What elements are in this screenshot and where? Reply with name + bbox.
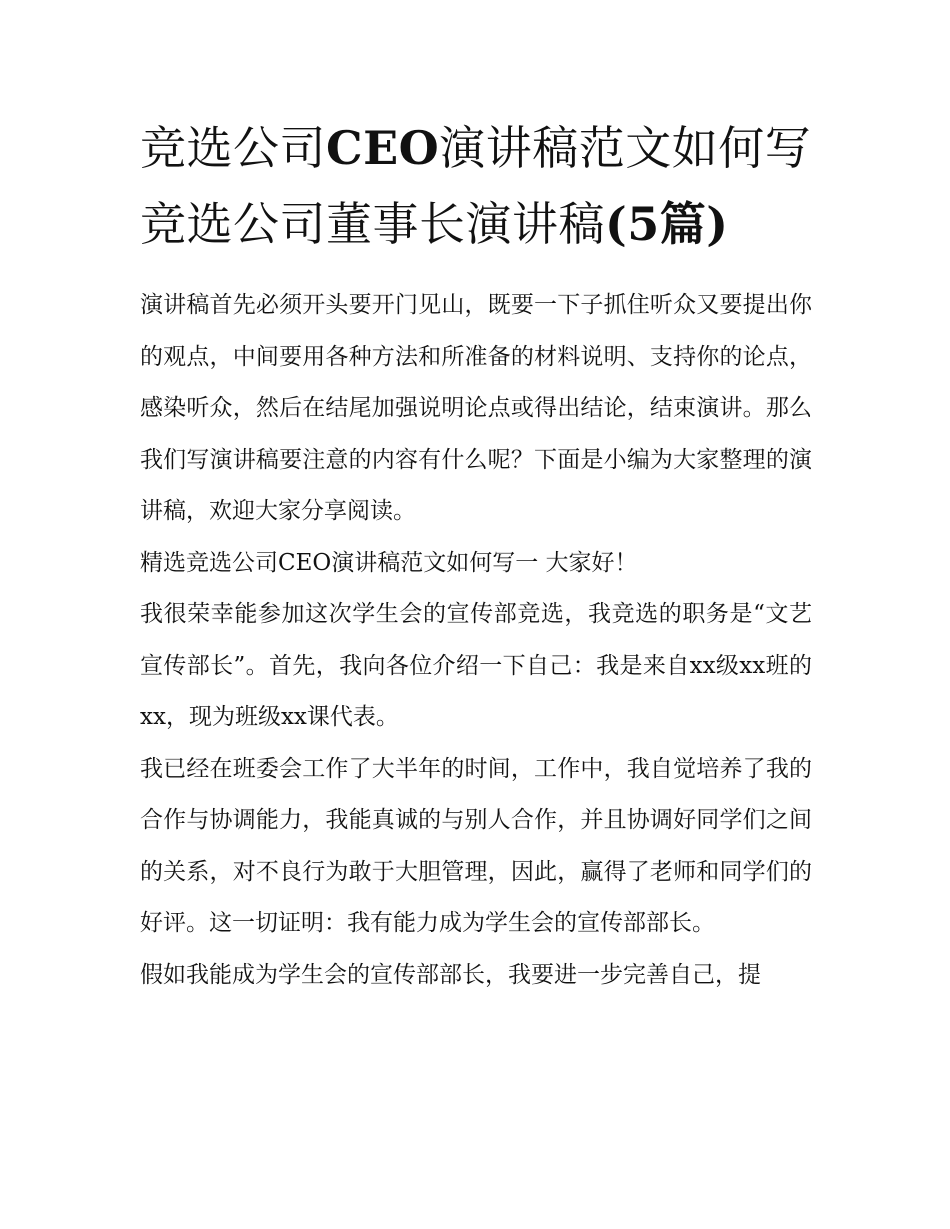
document-title [140,110,812,262]
title-part-2: 演讲稿范文如何写 竞选公司董事长演讲稿 [140,121,812,251]
paragraph-experience: 我已经在班委会工作了大半年的时间，工作中，我自觉培养了我的合作与协调能力，我能真诚的与别人合作，并且协调好同学们之间的关系，对不良行为敢于大胆管理，因此，赢得了老师和同学们的好评。这一切证明：我有能力成为学生会的宣传部部长。 [140,755,812,936]
document-body [140,280,812,1001]
paragraph-heading-1: 精选竞选公司CEO演讲稿范文如何写一 大家好！ [140,549,638,576]
title-part-3: (5篇) [605,197,729,251]
title-bold-ceo: CEO [326,121,440,175]
document-page [140,110,812,1001]
paragraph-plan: 假如我能成为学生会的宣传部部长，我要进一步完善自己，提 [140,961,761,988]
title-part-1: 竞选公司 [140,121,326,175]
paragraph-intro: 演讲稿首先必须开头要开门见山，既要一下子抓住听众又要提出你的观点，中间要用各种方法和所准备的材料说明、支持你的论点，感染听众，然后在结尾加强说明论点或得出结论，结束演讲。那么我们写演讲稿要注意的内容有什么呢？下面是小编为大家整理的演讲稿，欢迎大家分享阅读。 [140,292,812,524]
paragraph-self-intro: 我很荣幸能参加这次学生会的宣传部竞选，我竞选的职务是“文艺宣传部长”。首先，我向各位介绍一下自己：我是来自xx级xx班的xx，现为班级xx课代表。 [140,601,812,730]
